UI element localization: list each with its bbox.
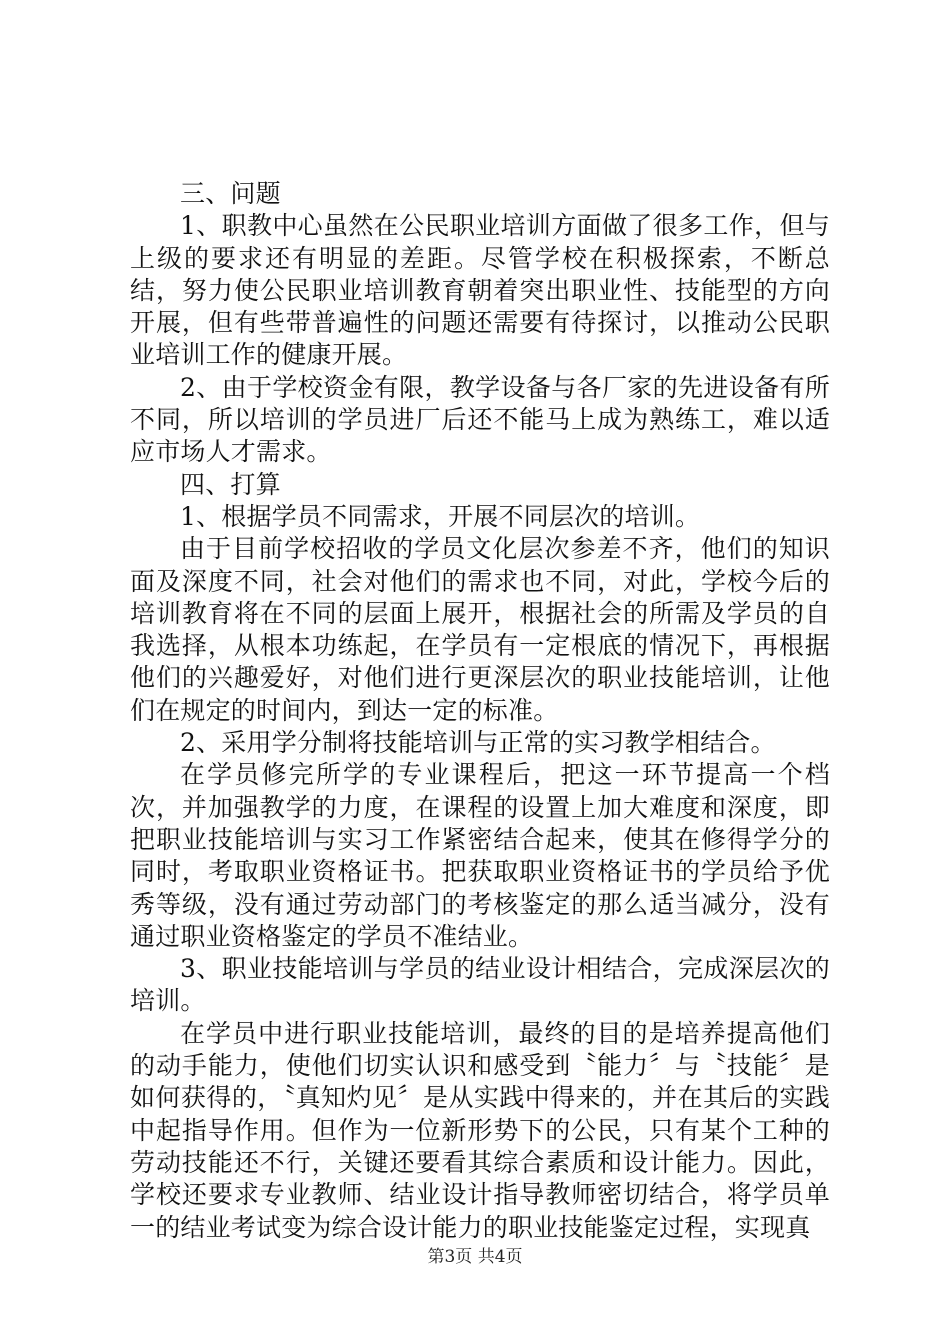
paragraph-plan-1: 由于目前学校招收的学员文化层次参差不齐，他们的知识面及深度不同，社会对他们的需求也不同，对此，学校今后的培训教育将在不同的层面上展开，根据社会的所需及学员的自我选择，从根本功练起，在学员有一定根底的情况下，再根据他们的兴趣爱好，对他们进行更深层次的职业技能培训，让他们在规定的时间内，到达一定的标准。 — [130, 534, 830, 725]
paragraph-problem-1: 1、职教中心虽然在公民职业培训方面做了很多工作，但与上级的要求还有明显的差距。尽管学校在积极探索，不断总结，努力使公民职业培训教育朝着突出职业性、技能型的方向开展，但有些带普遍性的问题还需要有待探讨，以推动公民职业培训工作的健康开展。 — [130, 211, 830, 370]
plan-item-3-heading: 3、职业技能培训与学员的结业设计相结合，完成深层次的培训。 — [130, 954, 830, 1016]
page-number-footer: 第3页 共4页 — [427, 1247, 523, 1267]
section-heading-problems: 三、问题 — [180, 179, 281, 208]
plan-item-2-heading: 2、采用学分制将技能培训与正常的实习教学相结合。 — [180, 728, 776, 758]
plan-item-1-heading: 1、根据学员不同需求，开展不同层次的培训。 — [180, 501, 701, 531]
document-body — [130, 178, 830, 1244]
section-heading-plans: 四、打算 — [180, 469, 281, 499]
paragraph-problem-2: 2、由于学校资金有限，教学设备与各厂家的先进设备有所不同，所以培训的学员进厂后还不能马上成为熟练工，难以适应市场人才需求。 — [130, 372, 830, 467]
paragraph-plan-3: 在学员中进行职业技能培训，最终的目的是培养提高他们的动手能力，使他们切实认识和感受到〝能力〞与〝技能〞是如何获得的，〝真知灼见〞是从实践中得来的，并在其后的实践中起指导作用。但作为一位新形势下的公民，只有某个工种的劳动技能还不行，关键还要看其综合素质和设计能力。因此，学校还要求专业教师、结业设计指导教师密切结合，将学员单一的结业考试变为综合设计能力的职业技能鉴定过程，实现真 — [130, 1018, 830, 1242]
paragraph-plan-2: 在学员修完所学的专业课程后，把这一环节提高一个档次，并加强教学的力度，在课程的设置上加大难度和深度，即把职业技能培训与实习工作紧密结合起来，使其在修得学分的同时，考取职业资格证书。把获取职业资格证书的学员给予优秀等级，没有通过劳动部门的考核鉴定的那么适当减分，没有通过职业资格鉴定的学员不准结业。 — [130, 760, 830, 951]
